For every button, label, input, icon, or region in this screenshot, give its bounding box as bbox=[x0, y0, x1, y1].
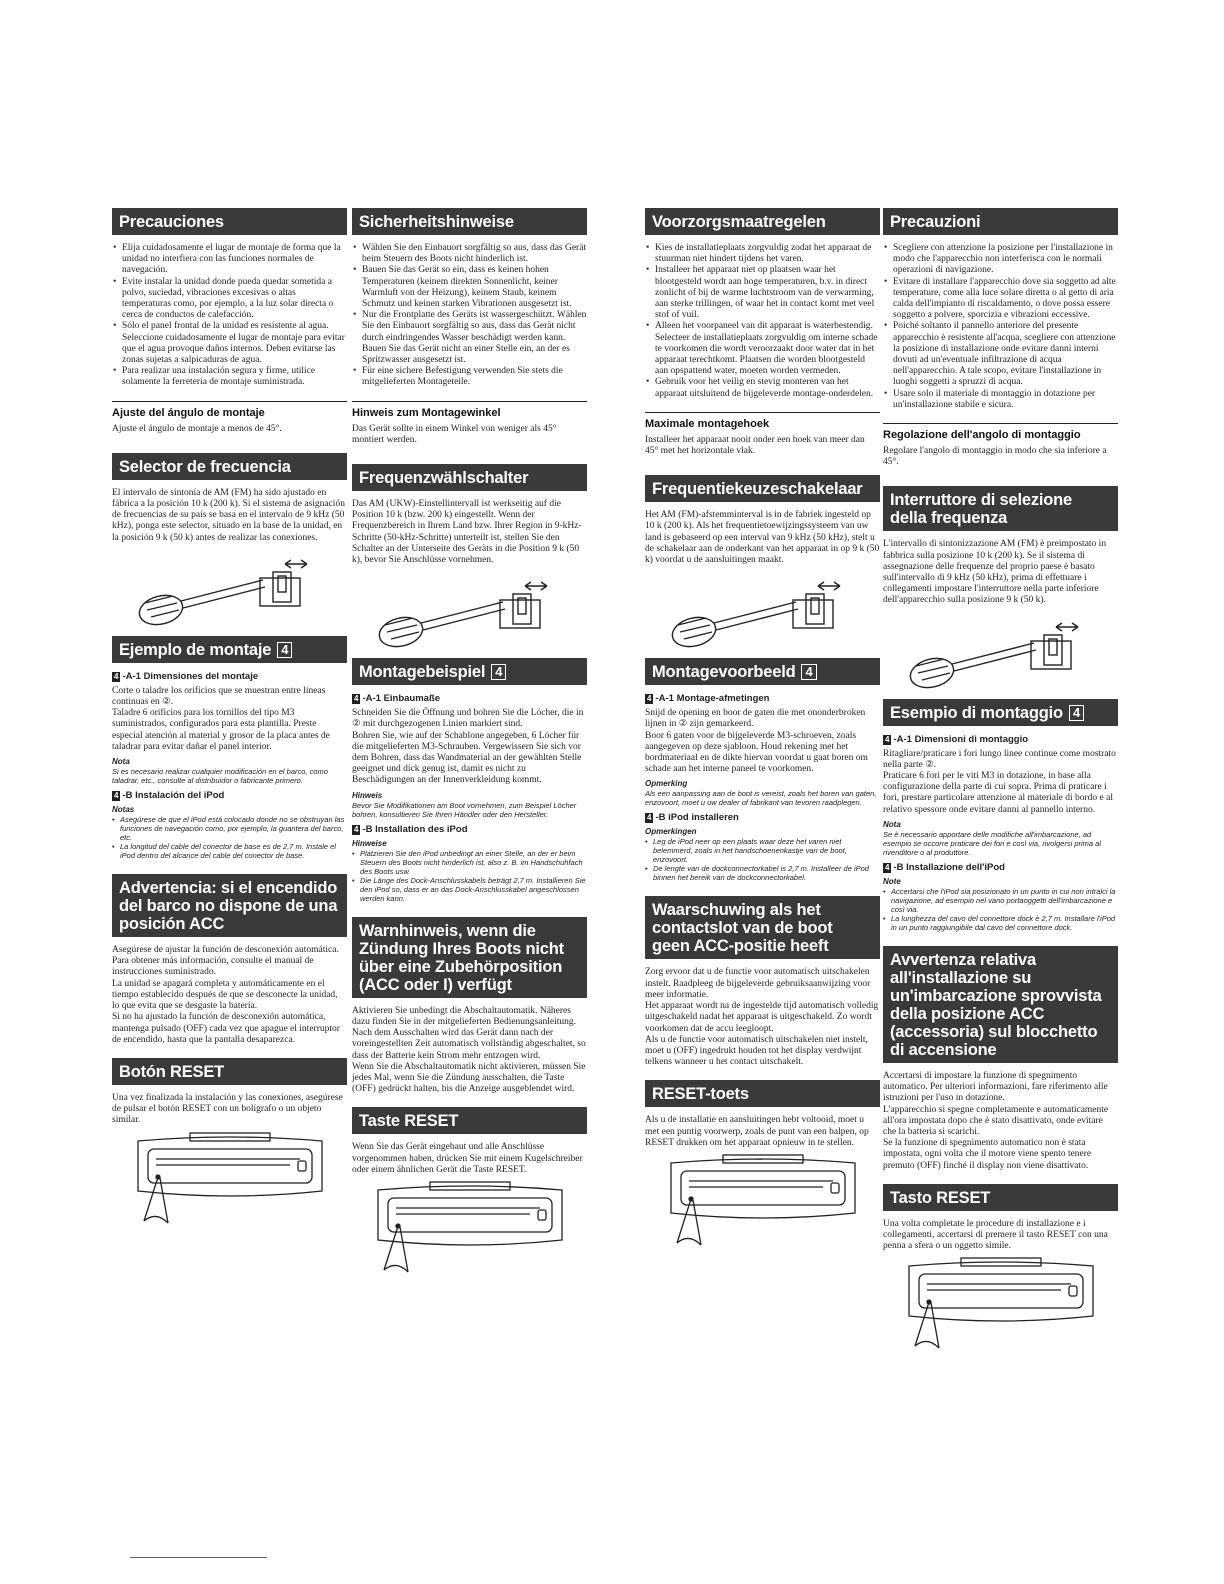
note-title: Opmerking bbox=[645, 779, 688, 789]
precaution-item: • Usare solo il materiale di montaggio in dotazione per un'installazione stabile e sicura. bbox=[883, 389, 1118, 411]
figure-number-badge: 4 bbox=[1069, 705, 1084, 721]
mounting-dimensions-text: Corte o taladre los orificios que se muestran entre líneas continuas en ②. Taladre 6 orificios para los tornillos del tipo M3 suministrados, configurados para esta plantilla. Preste especial atención al material y grosor de la placa antes de taladrar para evitar dañar el panel interior. bbox=[112, 685, 330, 752]
mounting-dimensions-label: -A-1 Einbaumaße bbox=[362, 693, 441, 705]
angle-title: Regolazione dell'angolo di montaggio bbox=[883, 429, 1081, 442]
precautions-header: Sicherheitshinweise bbox=[352, 208, 587, 235]
selector-header: Frequenzwählschalter bbox=[352, 464, 587, 491]
precautions-list bbox=[883, 243, 1118, 411]
selector-text: Het AM (FM)-afstemminterval is in de fabriek ingesteld op 10 k (200 k). Als het frequentietoewijzingssysteem van uw land is gebaseerd op een interval van 9 kHz (50 kHz), stelt u de schakelaar aan de onderkant van het apparaat in op 9 k (50 k) voordat u de aansluitingen maakt. bbox=[645, 510, 880, 566]
reset-button-illustration bbox=[663, 1153, 863, 1248]
ipod-notes-list bbox=[352, 849, 587, 903]
precaution-item: • Sólo el panel frontal de la unidad es resistente al agua. Seleccione cuidadosamente el lugar de montaje para evitar que el agua provoque daños internos. Deben evitarse las zonas sujetas a salpicaduras de agua. bbox=[112, 321, 347, 366]
reset-text: Als u de installatie en aansluitingen hebt voltooid, moet u met een puntig voorwerp, zoals de punt van een balpen, op RESET drukken om het apparaat opnieuw in te stellen. bbox=[645, 1115, 869, 1148]
warning-text: Aktivieren Sie unbedingt die Abschaltautomatik. Näheres dazu finden Sie in der mitgelieferten Bedienungsanleitung. Nach dem Ausschalten wird das Gerät dann nach der voreingestellten Zeit automatisch vollständig abgeschaltet, so dass der Batterie kein Strom mehr entzogen wird. Wenn Sie die Abschaltautomatik nicht aktivieren, müssen Sie jedes Mal, wenn Sie die Zündung ausschalten, die Taste (OFF) gedrückt halten, bis die Anzeige ausgeblendet wird. bbox=[352, 1005, 586, 1095]
precaution-item: • Kies de installatieplaats zorgvuldig zodat het apparaat de stuurman niet hindert tijdens het varen. bbox=[645, 243, 880, 265]
reset-button-illustration bbox=[130, 1131, 330, 1226]
precaution-item: • Elija cuidadosamente el lugar de montaje de forma que la unidad no interfiera con las funciones normales de navegación. bbox=[112, 243, 347, 277]
angle-text: Ajuste el ángulo de montaje a menos de 45°. bbox=[112, 423, 282, 434]
precaution-item: • Für eine sichere Befestigung verwenden Sie stets die mitgelieferten Montageteile. bbox=[352, 366, 587, 388]
warning-header: Waarschuwing als het contactslot van de boot geen ACC-positie heeft bbox=[645, 896, 880, 959]
reset-header: Botón RESET bbox=[112, 1058, 347, 1085]
warning-header: Warnhinweis, wenn die Zündung Ihres Boots nicht über eine Zubehörposition (ACC oder I) verfügt bbox=[352, 917, 587, 998]
note-text: Si es necesario realizar cualquier modificación en el barco, como taladrar, etc., consulte al distribuidor o fabricante primero. bbox=[112, 767, 328, 786]
angle-text: Installeer het apparaat nooit onder een hoek van meer dan 45° met het horizontale vlak. bbox=[645, 434, 865, 457]
notes-title: Notas bbox=[112, 805, 135, 815]
figure-number-badge: 4 bbox=[491, 664, 506, 680]
notes-title: Hinweise bbox=[352, 838, 387, 848]
section-rule bbox=[112, 401, 347, 402]
precautions-header: Precauciones bbox=[112, 208, 347, 235]
ipod-notes-list bbox=[112, 815, 347, 860]
note-text: Bevor Sie Modifikationen am Boot vornehmen, zum Beispiel Löcher bohren, konsultieren Sie Ihren Händler oder den Hersteller. bbox=[352, 800, 577, 819]
column-it bbox=[883, 200, 1118, 1357]
warning-text: Accertarsi di impostare la funzione di spegnimento automatico. Per ulteriori informazioni, fare riferimento alle istruzioni per l'uso in dotazione. L'apparecchio si spegne completamente e automaticamente all'ora impostata dopo che è stato disattivato, onde evitare che la batteria si scarichi. Se la funzione di spegnimento automatico non è stata impostata, ogni volta che il motore viene spento tenere premuto (OFF) finché il display non viene disattivato. bbox=[883, 1070, 1109, 1171]
figure-ref-badge: 4 bbox=[114, 671, 119, 681]
selector-text: L'intervallo di sintonizzazione AM (FM) è preimpostato in fabbrica sulla posizione 10 k (200 k). Se il sistema di assegnazione delle frequenze del proprio paese è basato sull'intervallo di 9 kHz (50 kHz), prima di effettuare i collegamenti impostare l'interruttore nella parte inferiore dell'apparecchio sulla posizione 9 k (50 k). bbox=[883, 539, 1107, 606]
precautions-header: Voorzorgsmaatregelen bbox=[645, 208, 880, 235]
note-text: Als een aanpassing aan de boot is vereist, zoals het boren van gaten, enzovoort, moet u uw dealer of fabrikant van tevoren raadplegen. bbox=[645, 789, 877, 808]
warning-header: Advertencia: si el encendido del barco no dispone de una posición ACC bbox=[112, 874, 347, 937]
ipod-install-title bbox=[352, 824, 587, 836]
precaution-item: • Bauen Sie das Gerät so ein, dass es keinen hohen Temperaturen (keinem direkten Sonnenlicht, keiner Warmluft von der Heizung), keinem Staub, keinem Schmutz und keinen starken Vibrationen ausgesetzt ist. bbox=[352, 265, 587, 310]
example-title: Montagebeispiel bbox=[359, 663, 486, 682]
example-header bbox=[112, 636, 347, 663]
note-title: Nota bbox=[112, 757, 130, 767]
bottom-rule bbox=[130, 1557, 267, 1558]
ipod-note-item: • De lengte van de dockconnectorkabel is 2,7 m. Installeer de iPod binnen het bereik van de dockconnectorkabel. bbox=[645, 864, 880, 882]
figure-number-badge: 4 bbox=[277, 642, 292, 658]
precaution-item: • Alleen het voorpaneel van dit apparaat is waterbestendig. Selecteer de installatieplaats zorgvuldig om interne schade te voorkomen die wordt veroorzaakt door water dat in het apparaat terechtkomt. Plaatsen die worden blootgesteld aan opspattend water, moeten worden vermeden. bbox=[645, 321, 880, 377]
selector-header: Interruttore di selezione della frequenza bbox=[883, 486, 1118, 531]
precaution-item: • Para realizar una instalación segura y firme, utilice solamente la ferretería de montaje suministrada. bbox=[112, 366, 347, 388]
ipod-note-item: • Accertarsi che l'iPod sia posizionato in un punto in cui non intralci la navigazione, ad esempio nel vano portaoggetti dell'imbarcazione e così via. bbox=[883, 887, 1118, 914]
reset-header: RESET-toets bbox=[645, 1080, 880, 1107]
mounting-dimensions-title bbox=[112, 671, 347, 683]
angle-title: Hinweis zum Montagewinkel bbox=[352, 406, 501, 419]
column-de bbox=[352, 200, 587, 1281]
selector-header: Frequentiekeuzeschakelaar bbox=[645, 475, 880, 502]
section-rule bbox=[352, 401, 587, 402]
screwdriver-switch-illustration bbox=[668, 570, 858, 650]
ipod-install-label: -B Installation des iPod bbox=[362, 823, 468, 835]
reset-header: Taste RESET bbox=[352, 1107, 587, 1134]
mounting-dimensions-label: -A-1 Dimensioni di montaggio bbox=[893, 733, 1029, 745]
example-title: Montagevoorbeeld bbox=[652, 663, 796, 682]
precaution-item: • Poiché soltanto il pannello anteriore del presente apparecchio è resistente all'acqua, scegliere con attenzione la posizione di installazione onde evitare danni interni dovuti ad un'eventuale infiltrazione di acqua nell'apparecchio. A tale scopo, evitare l'installazione in luoghi soggetti a spruzzi di acqua. bbox=[883, 321, 1118, 388]
example-header bbox=[645, 658, 880, 685]
reset-button-illustration bbox=[901, 1256, 1101, 1351]
section-rule bbox=[883, 423, 1118, 424]
mounting-dimensions-text: Snijd de opening en boor de gaten die met ononderbroken lijnen in ② zijn gemarkeerd. Boor 6 gaten voor de bijgeleverde M3-schroeven, zoals aangegeven op deze sjabloon. Houd rekening met het bordmateriaal en de dikte hiervan voordat u gaat boren om schade aan het interne paneel te voorkomen. bbox=[645, 708, 868, 775]
angle-title: Ajuste del ángulo de montaje bbox=[112, 406, 265, 419]
selector-text: Das AM (UKW)-Einstellintervall ist werkseitig auf die Position 10 k (bzw. 200 k) eingestellt. Wenn der Frequenzbereich in Ihrem Land bzw. Ihrer Region in 9-kHz-Schritte (50-kHz-Schritte) unterteilt ist, stellen Sie den Schalter an der Unterseite des Geräts in die Position 9 k (50 k), bevor Sie Anschlüsse vornehmen. bbox=[352, 499, 582, 566]
figure-ref-badge: 4 bbox=[885, 862, 890, 872]
note-title: Hinweis bbox=[352, 790, 383, 800]
precaution-item: • Gebruik voor het veilig en stevig monteren van het apparaat uitsluitend de bijgeleverde montage-onderdelen. bbox=[645, 377, 880, 399]
ipod-install-title bbox=[645, 812, 880, 824]
ipod-note-item: • La longitud del cable del conector de base es de 2,7 m. Instale el iPod dentro del alcance del cable del conector de base. bbox=[112, 842, 347, 860]
precaution-item: • Evitare di installare l'apparecchio dove sia soggetto ad alte temperature, come alla luce solare diretta o al getto di aria calda dell'impianto di riscaldamento, o dove possa essere soggetto a polvere, sporcizia e vibrazioni eccessive. bbox=[883, 277, 1118, 322]
mounting-dimensions-title bbox=[645, 693, 880, 705]
figure-ref-badge: 4 bbox=[354, 694, 359, 704]
warning-text: Zorg ervoor dat u de functie voor automatisch uitschakelen instelt. Raadpleeg de bijgeleverde gebruiksaanwijzing voor meer informatie. Het apparaat wordt na de ingestelde tijd automatisch volledig uitgeschakeld nadat het apparaat is uitgeschakeld. Zo wordt voorkomen dat de accu leegloopt. Als u de functie voor automatisch uitschakelen niet instelt, moet u (OFF) ingedrukt houden tot het display verdwijnt telkens wanneer u het contact uitschakelt. bbox=[645, 967, 879, 1068]
section-rule bbox=[645, 412, 880, 413]
mounting-dimensions-title bbox=[352, 693, 587, 705]
column-nl bbox=[645, 200, 880, 1254]
selector-text: El intervalo de sintonía de AM (FM) ha sido ajustado en fábrica a la posición 10 k (200 k). Si el sistema de asignación de frecuencias de su país se basa en el intervalo de 9 kHz (50 kHz), ponga este selector, situado en la base de la unidad, en la posición 9 k (50 k) antes de realizar las conexiones. bbox=[112, 487, 345, 543]
figure-ref-badge: 4 bbox=[114, 791, 119, 801]
precautions-list bbox=[645, 243, 880, 400]
reset-text: Una vez finalizada la instalación y las conexiones, asegúrese de pulsar el botón RESET con un bolígrafo o un objeto similar. bbox=[112, 1092, 343, 1126]
figure-ref-badge: 4 bbox=[885, 734, 890, 744]
reset-header: Tasto RESET bbox=[883, 1184, 1118, 1211]
ipod-install-title bbox=[112, 790, 347, 802]
notes-title: Note bbox=[883, 876, 901, 886]
mounting-dimensions-title bbox=[883, 734, 1118, 746]
precautions-header: Precauzioni bbox=[883, 208, 1118, 235]
screwdriver-switch-illustration bbox=[135, 548, 325, 628]
reset-button-illustration bbox=[370, 1180, 570, 1275]
selector-header: Selector de frecuencia bbox=[112, 453, 347, 480]
ipod-note-item: • Platzieren Sie den iPod unbedingt an einer Stelle, an der er beim Steuern des Boots nicht hinderlich ist, also z. B. im Handschuhfach des Boots usw. bbox=[352, 849, 587, 876]
angle-text: Das Gerät sollte in einem Winkel von weniger als 45° montiert werden. bbox=[352, 423, 557, 445]
ipod-install-label: -B iPod installeren bbox=[655, 812, 739, 824]
precaution-item: • Evite instalar la unidad donde pueda quedar sometida a polvo, suciedad, vibraciones excesivas o altas temperaturas como, por ejemplo, a la luz solar directa o cerca de conductos de calefacción. bbox=[112, 277, 347, 322]
warning-header: Avvertenza relativa all'installazione su un'imbarcazione sprovvista della posizione ACC (accessoria) sul blocchetto di accensione bbox=[883, 946, 1118, 1063]
ipod-note-item: • Leg de iPod neer op een plaats waar deze het varen niet belemmerd, zoals in het handschoenenkastje van de boot, enzovoort. bbox=[645, 837, 880, 864]
reset-text: Una volta completate le procedure di installazione e i collegamenti, accertarsi di premere il tasto RESET con una penna a sfera o un oggetto simile. bbox=[883, 1218, 1108, 1252]
precaution-item: • Installeer het apparaat niet op plaatsen waar het blootgesteld wordt aan hoge temperaturen, b.v. in direct zonlicht of bij de warme luchtstroom van de verwarming, aan sterke trillingen, of waar het in contact komt met veel stof of vuil. bbox=[645, 265, 880, 321]
note-title: Nota bbox=[883, 819, 901, 829]
warning-text: Asegúrese de ajustar la función de desconexión automática. Para obtener más información, consulte el manual de instrucciones suministrado. La unidad se apagará completa y automáticamente en el tiempo establecido después de que se desconecte la unidad, lo que evita que se desgaste la batería. Si no ha ajustado la función de desconexión automática, mantenga pulsado (OFF) cada vez que apague el interruptor de encendido, hasta que la pantalla desaparezca. bbox=[112, 945, 340, 1045]
precaution-item: • Nur die Frontplatte des Geräts ist wassergeschützt. Wählen Sie den Einbauort sorgfältig so aus, dass das Gerät nicht durch eindringendes Wasser beschädigt werden kann. Bauen Sie das Gerät nicht an einer Stelle ein, an der es Spritzwasser ausgesetzt ist. bbox=[352, 310, 587, 366]
figure-ref-badge: 4 bbox=[354, 824, 359, 834]
example-title: Esempio di montaggio bbox=[890, 703, 1063, 722]
ipod-notes-list bbox=[883, 887, 1118, 932]
figure-ref-badge: 4 bbox=[647, 813, 652, 823]
mounting-dimensions-text: Schneiden Sie die Öffnung und bohren Sie die Löcher, die in ② mit durchgezogenen Linien markiert sind. Bohren Sie, wie auf der Schablone angegeben, 6 Löcher für die mitgelieferten M3-Schrauben. Vergewissern Sie sich vor dem Bohren, dass das Wandmaterial an der gewählten Stelle geeignet und dick genug ist, damit es nicht zu Beschädigungen an der Innenverkleidung kommt. bbox=[352, 708, 584, 786]
notes-title: Opmerkingen bbox=[645, 827, 697, 837]
example-header bbox=[883, 699, 1118, 726]
example-title: Ejemplo de montaje bbox=[119, 640, 272, 659]
ipod-notes-list bbox=[645, 837, 880, 882]
ipod-note-item: • Die Länge des Dock-Anschlusskabels beträgt 2,7 m. Installieren Sie den iPod so, dass er an das Dock-Anschlusskabel angeschlossen werden kann. bbox=[352, 876, 587, 903]
ipod-note-item: • Asegúrese de que el iPod está colocado donde no se obstruyan las funciones de navegación como, por ejemplo, la guantera del barco, etc. bbox=[112, 815, 347, 842]
reset-text: Wenn Sie das Gerät eingebaut und alle Anschlüsse vorgenommen haben, drücken Sie mit einem Kugelschreiber oder einem ähnlichen Gerät die Taste RESET. bbox=[352, 1142, 583, 1175]
column-es bbox=[112, 200, 347, 1232]
ipod-note-item: • La lunghezza del cavo del connettore dock è 2,7 m. Installare l'iPod in un punto raggiungibile dal cavo del connettore dock. bbox=[883, 914, 1118, 932]
ipod-install-label: -B Installazione dell'iPod bbox=[893, 861, 1005, 873]
angle-text: Regolare l'angolo di montaggio in modo che sia inferiore a 45°. bbox=[883, 446, 1107, 468]
screwdriver-switch-illustration bbox=[375, 570, 565, 650]
angle-title: Maximale montagehoek bbox=[645, 417, 770, 430]
precautions-list bbox=[112, 243, 347, 389]
precaution-item: • Wählen Sie den Einbauort sorgfältig so aus, dass das Gerät beim Steuern des Boots nicht hinderlich ist. bbox=[352, 243, 587, 265]
note-text: Se è necessario apportare delle modifiche all'imbarcazione, ad esempio se occorre praticare dei fori e così via, rivolgersi prima al rivenditore o al produttore. bbox=[883, 829, 1102, 857]
precaution-item: • Scegliere con attenzione la posizione per l'installazione in modo che l'apparecchio non interferisca con le normali operazioni di navigazione. bbox=[883, 243, 1118, 277]
screwdriver-switch-illustration bbox=[906, 611, 1096, 691]
mounting-dimensions-label: -A-1 Montage-afmetingen bbox=[655, 693, 770, 705]
example-header bbox=[352, 658, 587, 685]
mounting-dimensions-text: Ritagliare/praticare i fori lungo linee continue come mostrato nella parte ②. Praticare 6 fori per le viti M3 in dotazione, in base alla configurazione della parte di cui sopra. Prima di praticare i fori, prestare particolare attenzione al materiale di bordo e al relativo spessore onde evitare danni al pannello interno. bbox=[883, 748, 1116, 815]
figure-number-badge: 4 bbox=[801, 664, 816, 680]
ipod-install-label: -B Instalación del iPod bbox=[122, 790, 225, 802]
mounting-dimensions-label: -A-1 Dimensiones del montaje bbox=[122, 670, 259, 682]
ipod-install-title bbox=[883, 862, 1118, 874]
precautions-list bbox=[352, 243, 587, 389]
figure-ref-badge: 4 bbox=[647, 694, 652, 704]
